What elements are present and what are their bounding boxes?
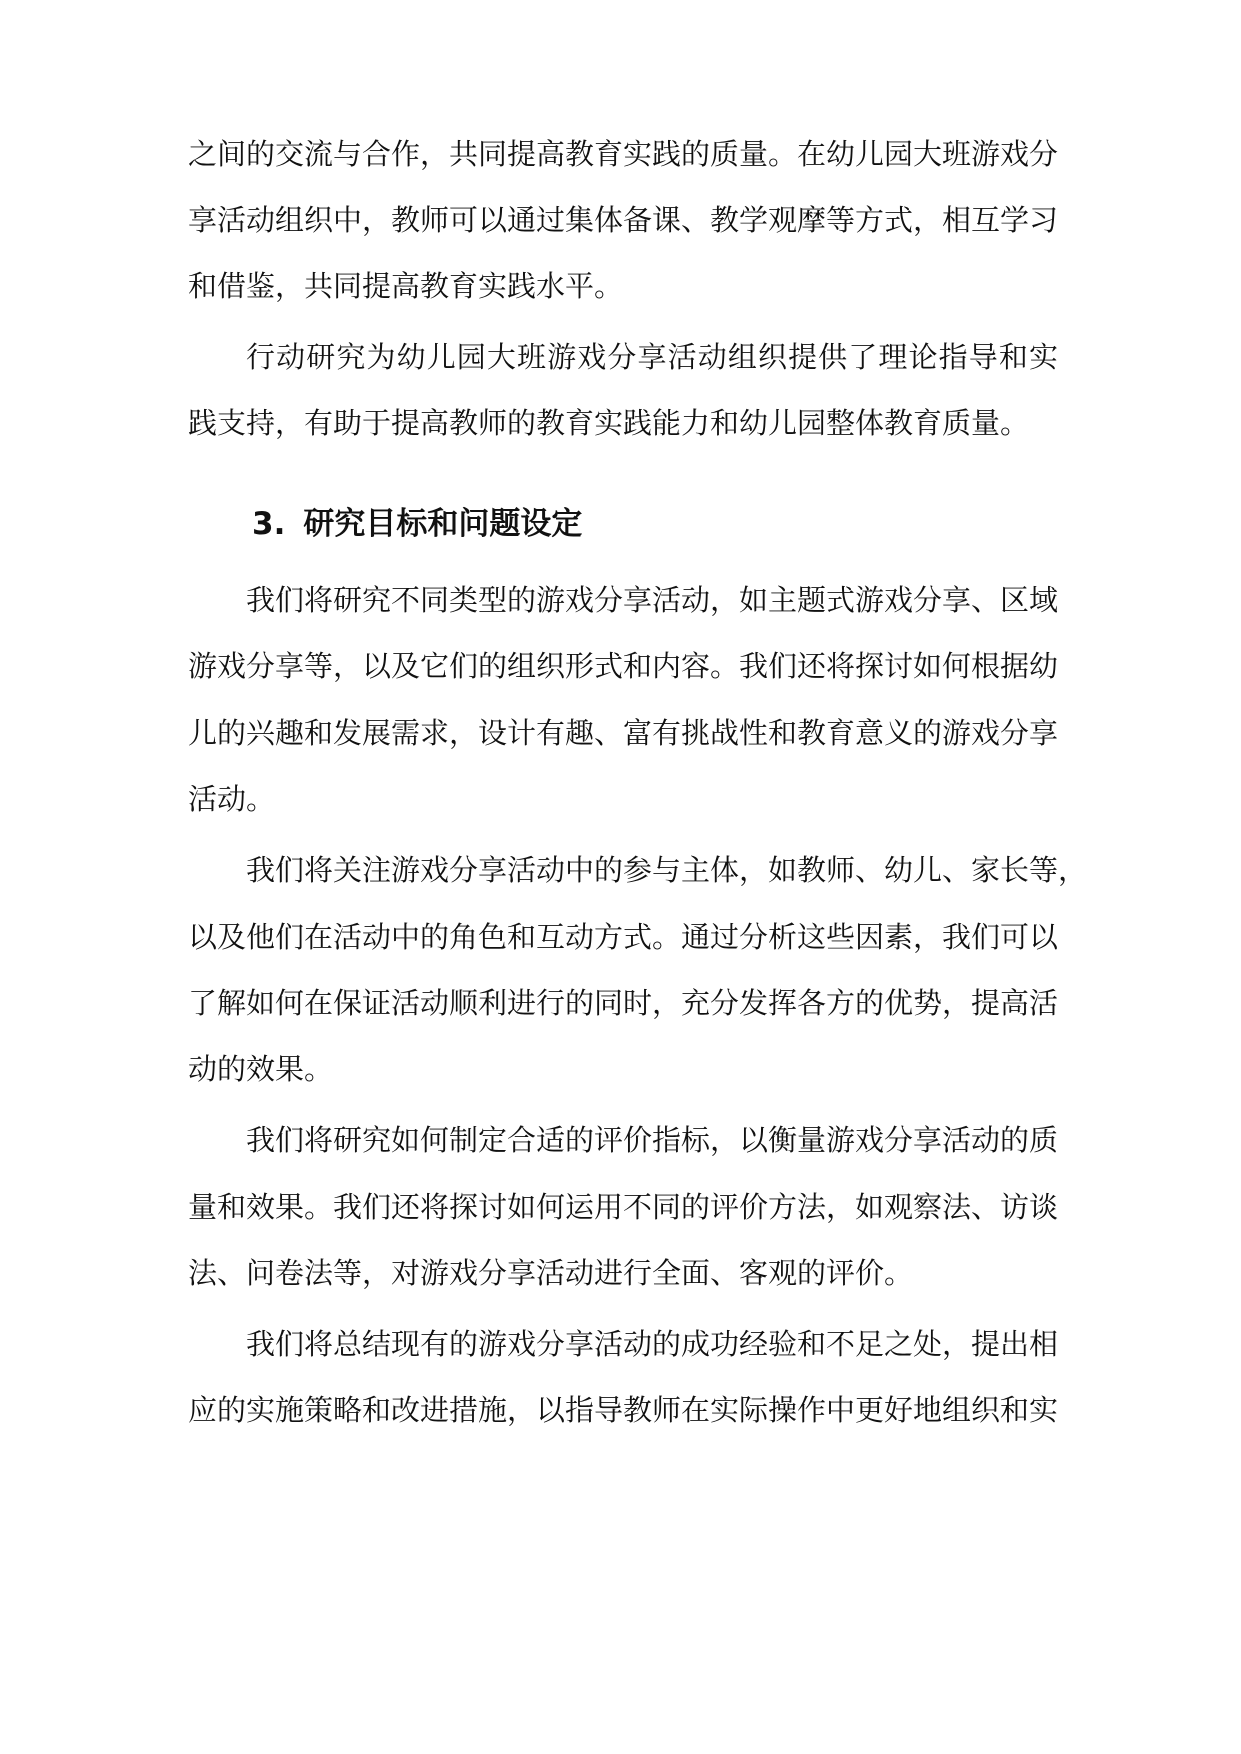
paragraph-3-line-4: 活动。 <box>188 782 276 816</box>
paragraph-6-line-1: 我们将总结现有的游戏分享活动的成功经验和不足之处，提出相 <box>246 1327 1059 1361</box>
paragraph-5-line-3: 法、问卷法等，对游戏分享活动进行全面、客观的评价。 <box>188 1256 914 1290</box>
section-heading <box>252 503 582 545</box>
paragraph-3-line-2: 游戏分享等，以及它们的组织形式和内容。我们还将探讨如何根据幼 <box>188 649 1059 683</box>
section-heading-number: 3. <box>252 506 286 542</box>
paragraph-2-line-2: 践支持，有助于提高教师的教育实践能力和幼儿园整体教育质量。 <box>188 406 1030 440</box>
paragraph-4-line-4: 动的效果。 <box>188 1052 334 1086</box>
paragraph-3-line-1: 我们将研究不同类型的游戏分享活动，如主题式游戏分享、区域 <box>246 583 1059 617</box>
paragraph-4-line-3: 了解如何在保证活动顺利进行的同时，充分发挥各方的优势，提高活 <box>188 986 1059 1020</box>
paragraph-1-line-3: 和借鉴，共同提高教育实践水平。 <box>188 269 624 303</box>
paragraph-6-line-2: 应的实施策略和改进措施，以指导教师在实际操作中更好地组织和实 <box>188 1393 1059 1427</box>
paragraph-3-line-3: 儿的兴趣和发展需求，设计有趣、富有挑战性和教育意义的游戏分享 <box>188 716 1059 750</box>
paragraph-4-line-1: 我们将关注游戏分享活动中的参与主体，如教师、幼儿、家长等， <box>246 853 1088 887</box>
paragraph-1-line-2: 享活动组织中，教师可以通过集体备课、教学观摩等方式，相互学习 <box>188 203 1059 237</box>
paragraph-1-line-1: 之间的交流与合作，共同提高教育实践的质量。在幼儿园大班游戏分 <box>188 137 1059 171</box>
paragraph-5-line-2: 量和效果。我们还将探讨如何运用不同的评价方法，如观察法、访谈 <box>188 1190 1059 1224</box>
section-heading-title: 研究目标和问题设定 <box>303 506 583 542</box>
paragraph-5-line-1: 我们将研究如何制定合适的评价指标，以衡量游戏分享活动的质 <box>246 1123 1059 1157</box>
paragraph-2-line-1: 行动研究为幼儿园大班游戏分享活动组织提供了理论指导和实 <box>246 340 1058 374</box>
paragraph-4-line-2: 以及他们在活动中的角色和互动方式。通过分析这些因素，我们可以 <box>188 920 1059 954</box>
